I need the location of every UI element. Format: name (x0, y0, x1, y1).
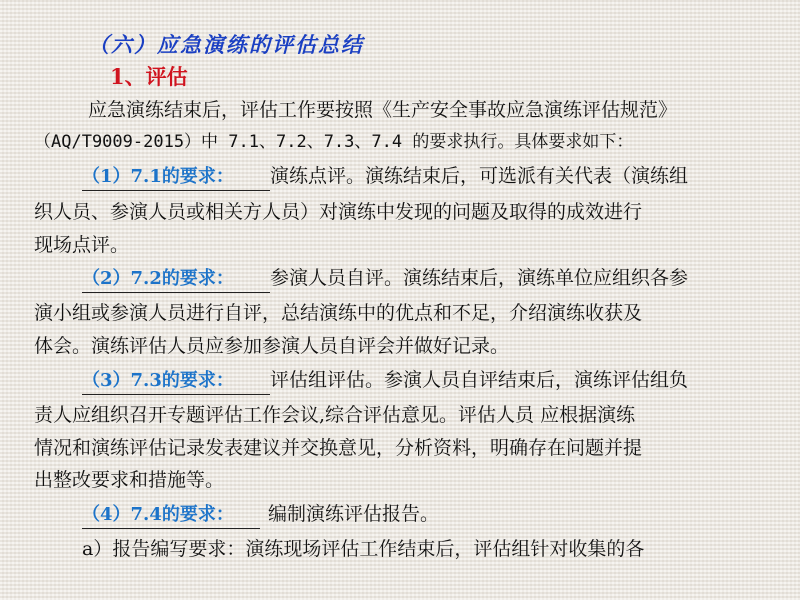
sub-item-a: a）报告编写要求：演练现场评估工作结束后，评估组针对收集的各 (82, 538, 645, 560)
intro-line-1: 应急演练结束后，评估工作要按照《生产安全事故应急演练评估规范》 (88, 99, 678, 121)
item-2-text-3: 体会。演练评估人员应参加参演人员自评会并做好记录。 (34, 335, 510, 357)
item-1-text-2: 织人员、参演人员或相关方人员）对演练中发现的问题及取得的成效进行 (34, 201, 643, 223)
intro-line-2: （AQ/T9009-2015）中 7.1、7.2、7.3、7.4 的要求执行。具体要求如下： (34, 132, 634, 152)
item-3-text-3: 情况和演练评估记录发表建议并交换意见，分析资料，明确存在问题并提 (34, 437, 643, 459)
item-3-text-2: 责人应组织召开专题评估工作会议,综合评估意见。评估人员 应根据演练 (34, 404, 636, 426)
requirement-label-7-2: （2）7.2的要求： (82, 267, 270, 293)
item-1-text-3: 现场点评。 (34, 234, 130, 256)
requirement-label-7-4: （4）7.4的要求： (82, 503, 260, 529)
item-3-text-1: 评估组评估。参演人员自评结束后，演练评估组负 (270, 369, 689, 391)
item-3-text-4: 出整改要求和措施等。 (34, 469, 225, 491)
item-1-first-line (82, 164, 688, 191)
requirement-label-7-1: （1）7.1的要求： (82, 165, 270, 191)
item-2-first-line (82, 266, 688, 293)
requirement-label-7-3: （3）7.3的要求： (82, 369, 270, 395)
subsection-title: 1、评估 (110, 64, 188, 89)
section-title: （六）应急演练的评估总结 (88, 32, 364, 57)
item-3-first-line (82, 368, 688, 395)
item-2-text-2: 演小组或参演人员进行自评，总结演练中的优点和不足，介绍演练收获及 (34, 302, 643, 324)
item-4-first-line (82, 502, 439, 529)
item-1-text-1: 演练点评。演练结束后，可选派有关代表（演练组 (270, 165, 689, 187)
item-2-text-1: 参演人员自评。演练结束后，演练单位应组织各参 (270, 267, 689, 289)
item-4-text-1: 编制演练评估报告。 (268, 503, 440, 525)
